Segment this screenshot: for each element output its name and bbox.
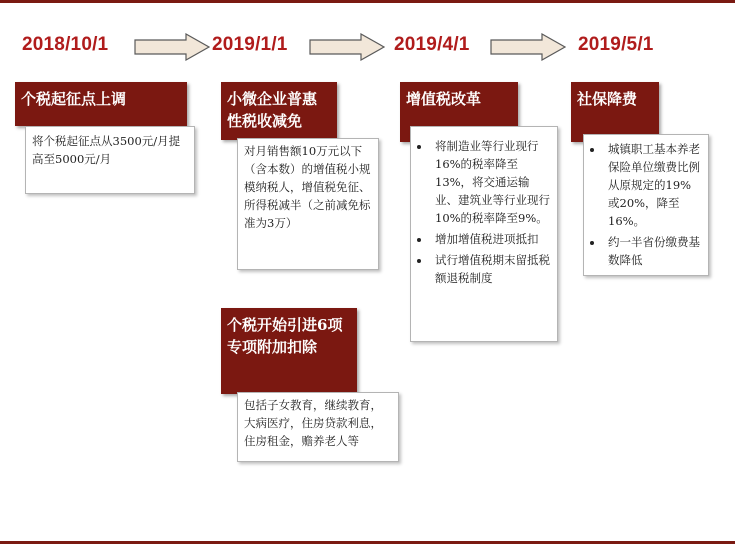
card-body-special-deductions: 包括子女教育，继续教育，大病医疗，住房贷款利息，住房租金，赡养老人等 [237,392,399,462]
card-header-vat-reform: 增值税改革 [400,82,518,142]
top-rule [0,0,735,3]
timeline-arrow-1 [134,33,210,61]
timeline-arrow-3 [490,33,566,61]
card-header-small-business-relief: 小微企业普惠性税收减免 [221,82,337,140]
social-item-base-cut: • 约一半省份缴费基数降低 [604,233,702,269]
vat-item-input-deduction: • 增加增值税进项抵扣 [431,230,551,248]
card-header-special-deductions: 个税开始引进6项专项附加扣除 [221,308,357,394]
social-item-rate-cut: • 城镇职工基本养老保险单位缴费比例从原规定的19%或20%，降至16%。 [604,140,702,230]
card-body-individual-tax-threshold: 将个税起征点从3500元/月提高至5000元/月 [25,126,195,194]
date-2019-5-1: 2019/5/1 [578,34,654,55]
timeline-arrow-2 [309,33,385,61]
vat-item-refund: • 试行增值税期末留抵税额退税制度 [431,251,551,287]
bottom-rule [0,541,735,544]
date-2018-10-1: 2018/10/1 [22,34,109,55]
card-header-individual-tax-threshold: 个税起征点上调 [15,82,187,126]
date-2019-1-1: 2019/1/1 [212,34,288,55]
card-body-social-security-cut [583,134,709,276]
card-header-social-security-cut: 社保降费 [571,82,659,142]
vat-item-rate-cut: • 将制造业等行业现行16%的税率降至13%，将交通运输业、建筑业等行业现行10%的税率降至9%。 [431,137,551,227]
card-body-vat-reform [410,126,558,342]
card-body-small-business-relief: 对月销售额10万元以下（含本数）的增值税小规模纳税人，增值税免征、所得税减半（之前减免标准为3万） [237,138,379,270]
date-2019-4-1: 2019/4/1 [394,34,470,55]
